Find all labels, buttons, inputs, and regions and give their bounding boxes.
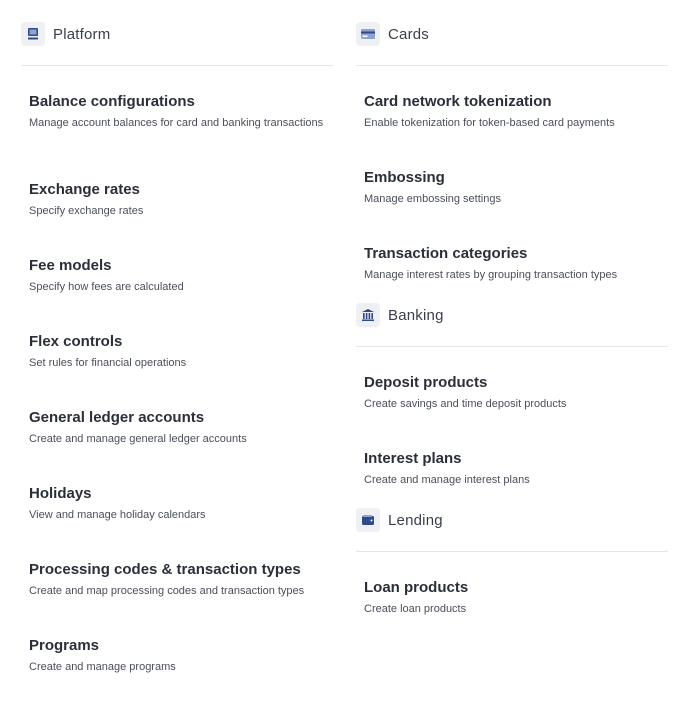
item-title: Loan products [364,579,469,596]
item-description: Manage embossing settings [364,193,501,205]
setting-exchange-rates[interactable] [21,180,333,235]
computer-icon [21,22,45,46]
section-banking [356,301,668,504]
item-title: Interest plans [364,450,462,467]
item-description: Create and manage programs [29,661,176,673]
setting-balance-configurations[interactable] [21,92,333,159]
section-title-platform: Platform [53,25,111,43]
section-header-cards [356,20,668,66]
item-description: Enable tokenization for token-based card payments [364,117,615,129]
item-title: Transaction categories [364,245,528,262]
item-title: Exchange rates [29,181,140,198]
section-title-cards: Cards [388,25,430,43]
setting-processing-codes[interactable] [21,560,333,615]
item-title: Fee models [29,257,112,274]
item-title: Processing codes & transaction types [29,561,301,578]
setting-programs[interactable] [21,636,333,691]
setting-deposit-products[interactable] [356,373,668,428]
item-title: Programs [29,637,100,654]
item-description: View and manage holiday calendars [29,509,206,521]
credit-card-icon [356,22,380,46]
setting-transaction-categories[interactable] [356,244,668,299]
item-description: Create and manage interest plans [364,474,530,486]
setting-card-network-tokenization[interactable] [356,92,668,147]
setting-flex-controls[interactable] [21,332,333,387]
setting-interest-plans[interactable] [356,449,668,504]
setting-holidays[interactable] [21,484,333,539]
item-description: Create savings and time deposit products [364,398,567,410]
item-description: Specify exchange rates [29,205,144,217]
left-column [21,20,333,712]
setting-fee-models[interactable] [21,256,333,311]
item-title: Holidays [29,485,92,502]
section-lending [356,506,668,633]
item-description: Create loan products [364,603,467,615]
item-title: Card network tokenization [364,93,552,110]
item-description: Create and map processing codes and transaction types [29,585,305,597]
section-header-platform [21,20,333,66]
item-description: Specify how fees are calculated [29,281,184,293]
item-description: Manage account balances for card and banking transactions [29,117,324,129]
section-header-banking [356,301,668,347]
item-title: Flex controls [29,333,123,350]
right-column [356,20,668,654]
item-title: Deposit products [364,374,488,391]
item-title: Balance configurations [29,93,195,110]
item-description: Manage interest rates by grouping transaction types [364,269,618,281]
setting-embossing[interactable] [356,168,668,223]
section-title-lending: Lending [388,511,443,529]
section-header-lending [356,506,668,552]
item-description: Create and manage general ledger accounts [29,433,247,445]
item-title: Embossing [364,169,445,186]
item-description: Set rules for financial operations [29,357,187,369]
wallet-icon [356,508,380,532]
bank-icon [356,303,380,327]
setting-loan-products[interactable] [356,578,668,633]
section-cards [356,20,668,299]
section-platform [21,20,333,691]
setting-general-ledger-accounts[interactable] [21,408,333,463]
section-title-banking: Banking [388,306,444,324]
item-title: General ledger accounts [29,409,205,426]
